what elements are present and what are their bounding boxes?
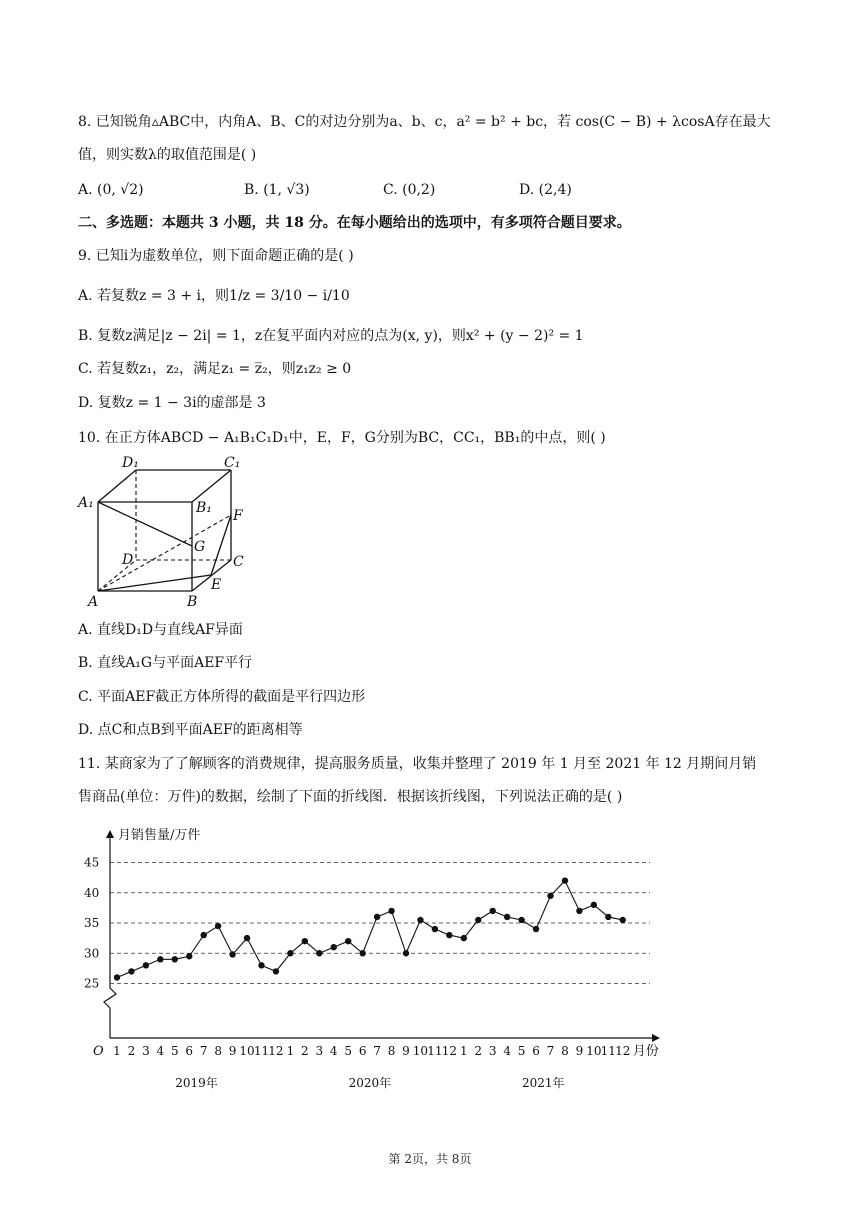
x-tick-label-33: 9 xyxy=(575,1044,584,1058)
q10-option-a: A. 直线D₁D与直线AF异面 xyxy=(78,622,243,638)
x-tick-label-7: 7 xyxy=(199,1044,208,1058)
data-point-12 xyxy=(273,968,279,974)
x-tick-label-31: 7 xyxy=(546,1044,555,1058)
x-tick-label-20: 8 xyxy=(387,1044,396,1058)
origin-label: O xyxy=(93,1044,104,1059)
x-tick-label-28: 4 xyxy=(503,1044,511,1058)
x-tick-label-21: 9 xyxy=(402,1044,410,1058)
q10-option-c: C. 平面AEF截正方体所得的截面是平行四边形 xyxy=(78,689,366,705)
label-a1: A₁ xyxy=(78,495,94,511)
data-point-10 xyxy=(244,935,250,941)
data-point-25 xyxy=(461,935,467,941)
year-label-2: 2020年 xyxy=(348,1076,392,1090)
x-axis-label: 月份 xyxy=(632,1044,659,1059)
data-point-6 xyxy=(186,953,192,959)
year-label-3: 2021年 xyxy=(522,1076,565,1090)
q10-option-d: D. 点C和点B到平面AEF的距离相等 xyxy=(78,722,303,738)
q9-option-b: B. 复数z满足|z − 2i| = 1，z在复平面内对应的点为(x, y)，则x² + (y − 2)² = 1 xyxy=(78,328,584,344)
x-tick-label-29: 5 xyxy=(517,1044,526,1058)
x-tick-label-1: 1 xyxy=(113,1044,121,1058)
sales-line-chart xyxy=(80,822,700,1102)
q11-line1: 11. 某商家为了了解顾客的消费规律，提高服务质量，收集并整理了 2019 年 1 月至 2021 年 12 月期间月销 xyxy=(78,756,757,772)
x-tick-label-18: 6 xyxy=(358,1044,367,1058)
q9-stem: 9. 已知i为虚数单位，则下面命题正确的是( ) xyxy=(78,248,354,264)
year-label-1: 2019年 xyxy=(175,1076,218,1090)
x-tick-label-36: 12 xyxy=(615,1044,631,1058)
q8-option-a: A. (0, √2) xyxy=(78,182,144,198)
x-tick-label-14: 2 xyxy=(301,1044,309,1058)
label-f: F xyxy=(233,508,243,524)
data-point-29 xyxy=(518,917,524,923)
data-point-5 xyxy=(172,956,178,962)
data-point-36 xyxy=(620,917,626,923)
x-tick-label-19: 7 xyxy=(373,1044,381,1058)
label-d: D xyxy=(122,552,134,568)
x-tick-label-16: 4 xyxy=(329,1044,338,1058)
data-point-27 xyxy=(490,908,496,914)
label-d1: D₁ xyxy=(122,455,139,471)
x-tick-label-22: 10 xyxy=(412,1044,429,1058)
data-point-32 xyxy=(562,877,568,883)
data-point-30 xyxy=(533,926,539,932)
data-point-34 xyxy=(591,902,597,908)
label-b: B xyxy=(187,594,198,610)
y-tick-label-40: 40 xyxy=(84,885,100,900)
data-point-16 xyxy=(331,944,337,950)
x-tick-label-12: 12 xyxy=(268,1044,284,1058)
q9-option-d: D. 复数z = 1 − 3i的虚部是 3 xyxy=(78,395,266,411)
x-tick-label-23: 11 xyxy=(427,1044,443,1058)
data-point-18 xyxy=(359,950,365,956)
data-point-23 xyxy=(432,926,438,932)
data-point-19 xyxy=(374,914,380,920)
data-point-28 xyxy=(504,914,510,920)
label-c1: C₁ xyxy=(224,455,241,471)
data-point-17 xyxy=(345,938,351,944)
data-point-4 xyxy=(157,956,163,962)
x-tick-label-25: 1 xyxy=(459,1044,468,1058)
x-tick-label-13: 1 xyxy=(286,1044,295,1058)
q8-line2: 值，则实数λ的取值范围是( ) xyxy=(78,147,257,163)
x-tick-label-8: 8 xyxy=(214,1044,222,1058)
x-tick-label-34: 10 xyxy=(586,1044,602,1058)
q10-option-b: B. 直线A₁G与平面AEF平行 xyxy=(78,655,253,671)
data-point-9 xyxy=(229,951,235,957)
q8-line1: 8. 已知锐角▵ABC中，内角A、B、C的对边分别为a、b、c，a² = b² + bc，若 cos(C − B) + λcosA存在最大 xyxy=(78,114,771,130)
x-tick-label-26: 2 xyxy=(474,1044,483,1058)
x-tick-label-24: 12 xyxy=(441,1044,457,1058)
data-point-2 xyxy=(128,968,134,974)
data-point-11 xyxy=(258,962,264,968)
q8-option-d: D. (2,4) xyxy=(519,182,572,198)
data-point-13 xyxy=(287,950,293,956)
x-tick-label-3: 3 xyxy=(142,1044,150,1058)
data-point-14 xyxy=(302,938,308,944)
data-point-33 xyxy=(576,908,582,914)
x-tick-label-15: 3 xyxy=(315,1044,324,1058)
data-point-26 xyxy=(475,917,481,923)
x-tick-label-17: 5 xyxy=(344,1044,353,1058)
x-tick-label-2: 2 xyxy=(127,1044,136,1058)
x-axis-arrow xyxy=(652,1034,660,1042)
y-axis-label: 月销售量/万件 xyxy=(118,828,201,843)
data-point-3 xyxy=(143,962,149,968)
series-line xyxy=(117,881,623,978)
y-axis-break xyxy=(104,988,116,1008)
data-point-15 xyxy=(316,950,322,956)
data-point-22 xyxy=(417,917,423,923)
x-tick-label-27: 3 xyxy=(488,1044,497,1058)
q11-line2: 售商品(单位：万件)的数据，绘制了下面的折线图．根据该折线图，下列说法正确的是( ) xyxy=(78,789,623,805)
label-b1: B₁ xyxy=(196,500,212,516)
data-point-21 xyxy=(403,950,409,956)
label-g: G xyxy=(194,539,206,555)
x-tick-label-35: 11 xyxy=(600,1044,616,1058)
x-tick-label-10: 10 xyxy=(239,1044,255,1058)
section-multiple-choice-header: 二、多选题：本题共 3 小题，共 18 分。在每小题给出的选项中，有多项符合题目要求。 xyxy=(78,215,631,231)
data-point-20 xyxy=(388,908,394,914)
q8-option-c: C. (0,2) xyxy=(383,182,436,198)
data-point-1 xyxy=(114,974,120,980)
x-tick-label-4: 4 xyxy=(156,1044,165,1058)
data-point-31 xyxy=(547,893,553,899)
x-tick-label-9: 9 xyxy=(228,1044,237,1058)
x-tick-label-30: 6 xyxy=(532,1044,540,1058)
q9-option-a: A. 若复数z = 3 + i，则1/z = 3/10 − i/10 xyxy=(78,288,350,304)
y-axis-arrow xyxy=(106,830,114,838)
label-c: C xyxy=(233,554,244,570)
x-tick-label-32: 8 xyxy=(561,1044,569,1058)
y-tick-label-25: 25 xyxy=(84,976,100,991)
q9-option-c: C. 若复数z₁，z₂，满足z₁ = z̅₂，则z₁z₂ ≥ 0 xyxy=(78,361,352,377)
y-tick-label-35: 35 xyxy=(84,916,100,930)
cube-figure xyxy=(72,450,252,610)
y-tick-label-45: 45 xyxy=(84,855,100,870)
label-e: E xyxy=(211,577,222,593)
x-tick-label-6: 6 xyxy=(185,1044,194,1058)
x-tick-label-11: 11 xyxy=(253,1044,270,1058)
x-tick-label-5: 5 xyxy=(170,1044,179,1058)
label-a: A xyxy=(88,594,99,610)
q8-option-b: B. (1, √3) xyxy=(244,182,310,198)
data-point-35 xyxy=(605,914,611,920)
data-point-7 xyxy=(201,932,207,938)
data-point-8 xyxy=(215,923,221,929)
y-tick-label-30: 30 xyxy=(84,946,100,961)
data-point-24 xyxy=(446,932,452,938)
page-footer: 第 2页，共 8页 xyxy=(388,1152,472,1166)
q10-stem: 10. 在正方体ABCD − A₁B₁C₁D₁中，E，F，G分别为BC，CC₁，BB₁的中点，则( ) xyxy=(78,430,606,446)
